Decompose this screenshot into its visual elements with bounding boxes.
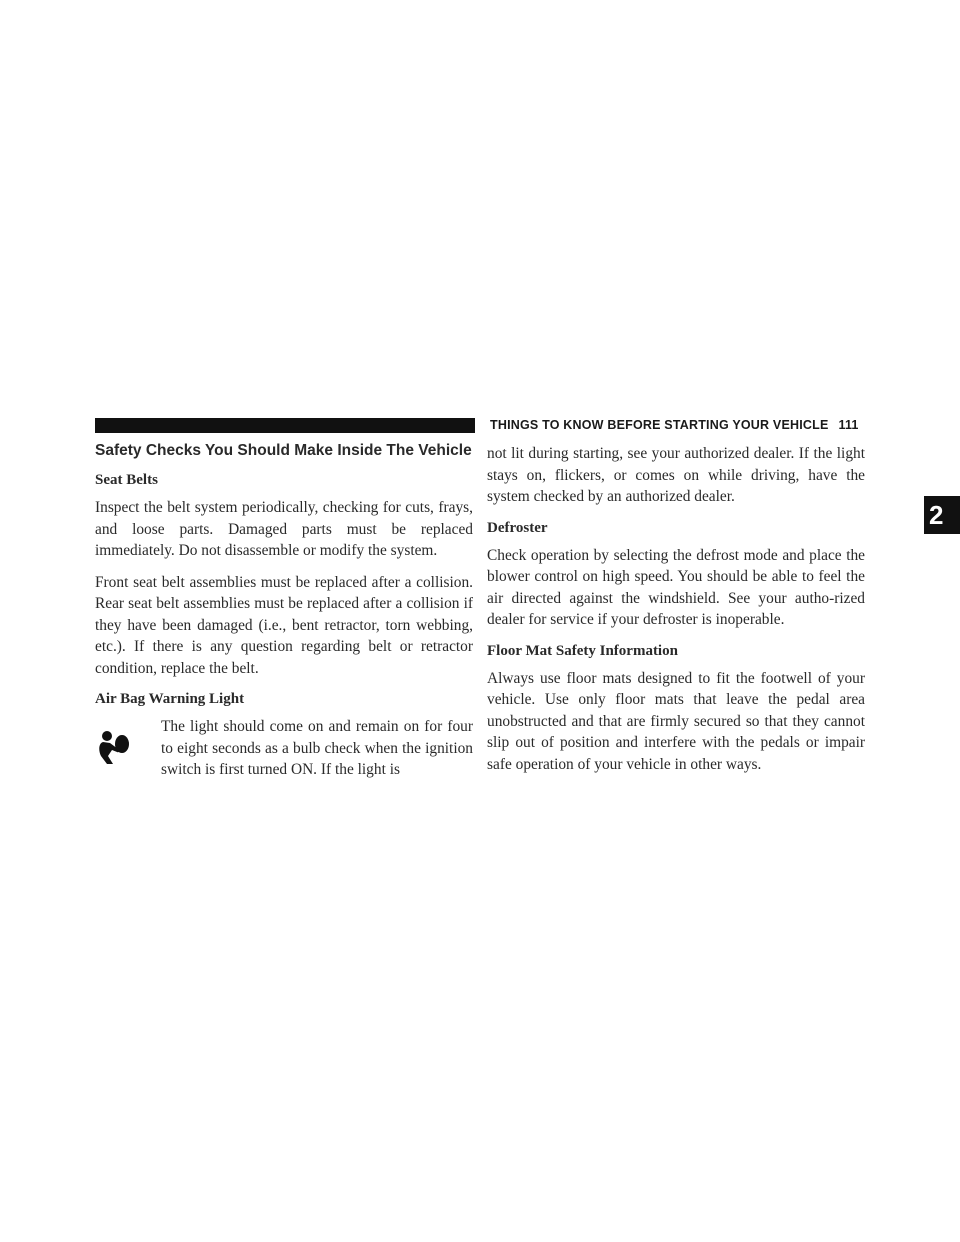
left-column: [95, 441, 473, 781]
airbag-heading: Air Bag Warning Light: [95, 691, 245, 707]
chapter-tab[interactable]: 2: [924, 496, 960, 534]
seat-belts-paragraph-2: Front seat belt assemblies must be replaced after a collision. Rear seat belt assemblies must be replaced after a collision if they have been damaged (i.e., bent retractor, torn webbing, etc.). If there is any question regarding belt or retractor condition, replace the belt.: [95, 573, 473, 677]
section-heading: Safety Checks You Should Make Inside The Vehicle: [95, 442, 472, 459]
header-rule: [95, 418, 475, 433]
right-column: [487, 443, 865, 785]
header-title: THINGS TO KNOW BEFORE STARTING YOUR VEHICLE: [490, 418, 829, 432]
airbag-block: [95, 716, 473, 781]
page-number: 111: [838, 418, 859, 432]
floor-mat-paragraph: Always use floor mats designed to fit the footwell of your vehicle. Use only floor mats that leave the pedal area unobstructed and that are firmly secured so that they cannot slip out of position and interfere with the pedals or impair safe operation of your vehicle in other ways.: [487, 669, 865, 773]
seat-belts-paragraph-1: Inspect the belt system periodically, checking for cuts, frays, and loose parts. Damaged parts must be replaced immediately. Do not disassemble or modify the system.: [95, 499, 473, 559]
airbag-paragraph: The light should come on and remain on for four to eight seconds as a bulb check when the ignition switch is first turned ON. If the light is: [161, 718, 473, 778]
running-header: [490, 418, 859, 433]
defroster-heading: Defroster: [487, 519, 548, 536]
airbag-warning-icon: [95, 716, 161, 770]
seat-belts-heading: Seat Belts: [95, 472, 158, 488]
defroster-paragraph: Check operation by selecting the defrost mode and place the blower control on high speed. You should be able to feel the air directed against the windshield. See your autho-rized dealer for service if your defroster is inoperable.: [487, 546, 865, 628]
airbag-paragraph-continued: not lit during starting, see your authorized dealer. If the light stays on, flickers, or comes on while driving, have the system checked by an authorized dealer.: [487, 445, 865, 505]
floor-mat-heading: Floor Mat Safety Information: [487, 642, 678, 659]
